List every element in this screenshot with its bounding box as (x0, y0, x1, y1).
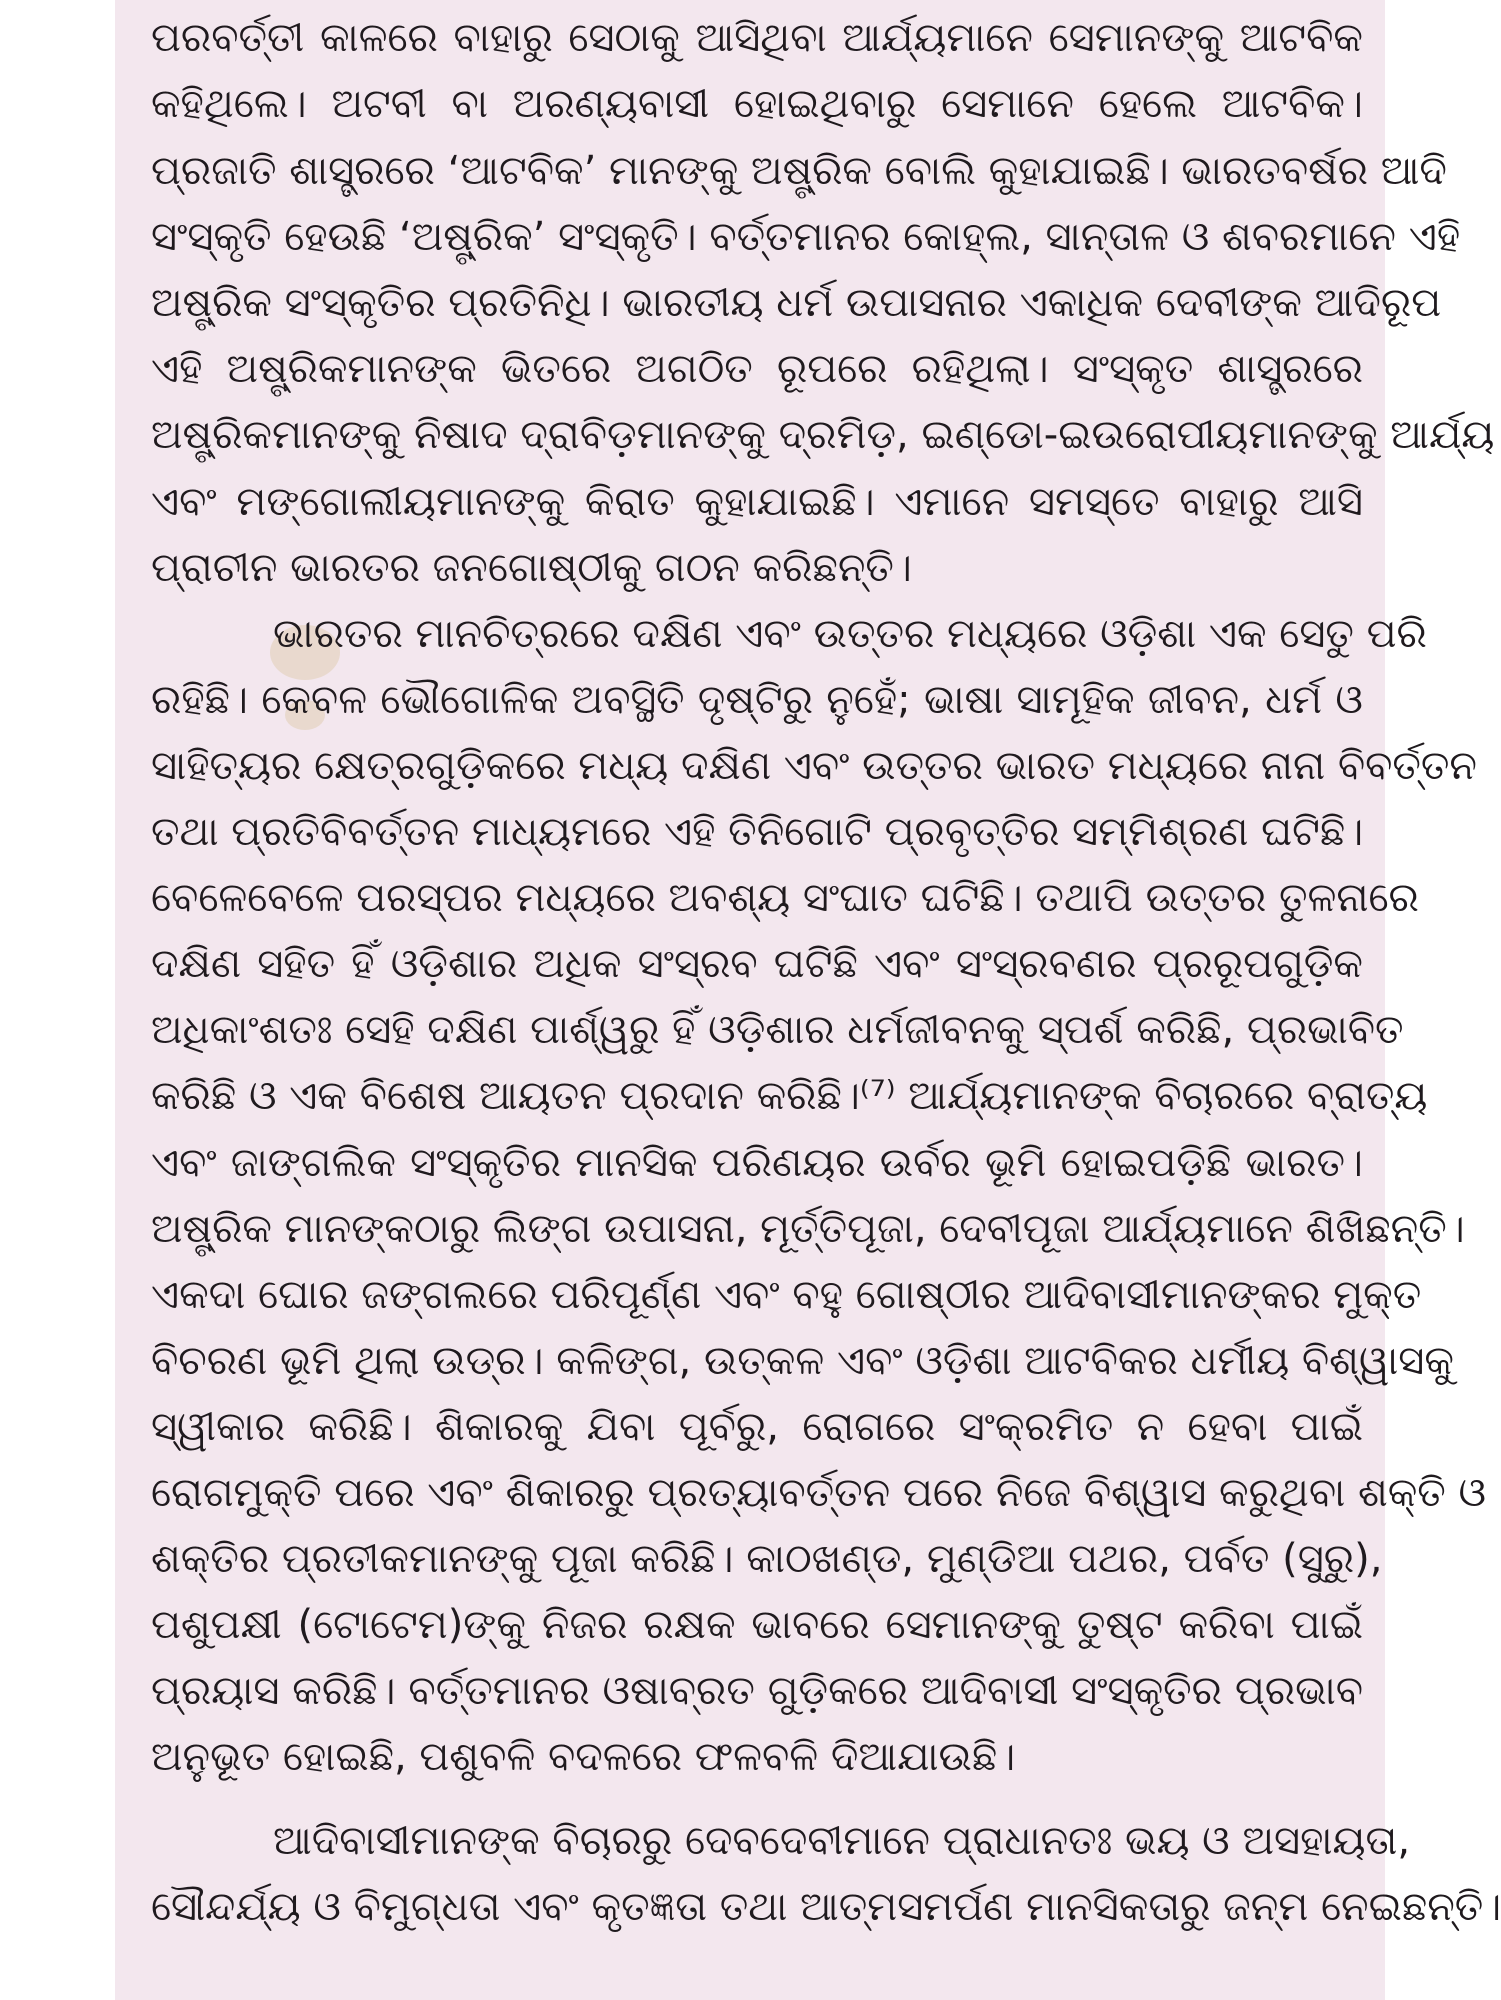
book-page (115, 0, 1501, 2000)
text-line: ପ୍ରଜାତି ଶାସ୍ତ୍ରରେ ‘ଆଟବିକ’ ମାନଙ୍କୁ ଅଷ୍ଟ୍ରିକ ବୋଲି କୁହାଯାଇଛି। ଭାରତବର୍ଷର ଆଦି (151, 148, 1447, 194)
text-line: ପ୍ରାଚୀନ ଭାରତର ଜନଗୋଷ୍ଠୀକୁ ଗଠନ କରିଛନ୍ତି। (151, 545, 912, 591)
text-line: କହିଥିଲେ। ଅଟବୀ ବା ଅରଣ୍ୟବାସୀ ହୋଇଥିବାରୁ ସେମାନେ ହେଲେ ଆଟବିକ। (151, 81, 1363, 127)
text-line: ଏବଂ ମଙ୍ଗୋଲୀୟମାନଙ୍କୁ କିରାତ କୁହାଯାଇଛି। ଏମାନେ ସମସ୍ତେ ବାହାରୁ ଆସି (151, 479, 1363, 525)
text-line: ବିଚରଣ ଭୂମି ଥିଲା ଉଡ୍ର। କଳିଙ୍ଗ, ଉତ୍କଳ ଏବଂ ଓଡ଼ିଶା ଆଟବିକର ଧର୍ମୀୟ ବିଶ୍ୱାସକୁ (151, 1338, 1454, 1384)
text-line: ପରବର୍ତ୍ତୀ କାଳରେ ବାହାରୁ ସେଠାକୁ ଆସିଥିବା ଆର୍ଯ୍ୟମାନେ ସେମାନଙ୍କୁ ଆଟବିକ (151, 15, 1363, 61)
text-line: ସଂସ୍କୃତି ହେଉଛି ‘ଅଷ୍ଟ୍ରିକ’ ସଂସ୍କୃତି। ବର୍ତ୍ତମାନର କୋହ୍ଲ, ସାନ୍ତାଳ ଓ ଶବରମାନେ ଏହି (151, 214, 1461, 260)
text-line: ଏହି ଅଷ୍ଟ୍ରିକମାନଙ୍କ ଭିତରେ ଅଗଠିତ ରୂପରେ ରହିଥିଲା। ସଂସ୍କୃତ ଶାସ୍ତ୍ରରେ (151, 346, 1363, 392)
text-line: ଦକ୍ଷିଣ ସହିତ ହିଁ ଓଡ଼ିଶାର ଅଧିକ ସଂସ୍ରବ ଘଟିଛି ଏବଂ ସଂସ୍ରବଣର ପ୍ରରୂପଗୁଡ଼ିକ (151, 941, 1363, 987)
text-line: ଅଷ୍ଟ୍ରିକ ସଂସ୍କୃତିର ପ୍ରତିନିଧି। ଭାରତୀୟ ଧର୍ମ ଉପାସନାର ଏକାଧିକ ଦେବୀଙ୍କ ଆଦିରୂପ (151, 280, 1442, 326)
text-line: ଭାରତର ମାନଚିତ୍ରରେ ଦକ୍ଷିଣ ଏବଂ ଉତ୍ତର ମଧ୍ୟରେ ଓଡ଼ିଶା ଏକ ସେତୁ ପରି (273, 611, 1427, 657)
text-line: କରିଛି ଓ ଏକ ବିଶେଷ ଆୟତନ ପ୍ରଦାନ କରିଛି।⁽⁷⁾ ଆର୍ଯ୍ୟମାନଙ୍କ ବିଚାରରେ ବ୍ରାତ୍ୟ (151, 1073, 1428, 1119)
text-line: ସୌନ୍ଦର୍ଯ୍ୟ ଓ ବିମୁଗ୍ଧତା ଏବଂ କୃତଜ୍ଞତା ତଥା ଆତ୍ମସମର୍ପଣ ମାନସିକତାରୁ ଜନ୍ମ ନେଇଛନ୍ତି। (151, 1884, 1501, 1930)
text-line: ତଥା ପ୍ରତିବିବର୍ତ୍ତନ ମାଧ୍ୟମରେ ଏହି ତିନିଗୋଟି ପ୍ରବୃତ୍ତିର ସମ୍ମିଶ୍ରଣ ଘଟିଛି। (151, 809, 1364, 855)
text-line: ଏକଦା ଘୋର ଜଙ୍ଗଲରେ ପରିପୂର୍ଣ୍ଣ ଏବଂ ବହୁ ଗୋଷ୍ଠୀର ଆଦିବାସୀମାନଙ୍କର ମୁକ୍ତ (151, 1272, 1422, 1318)
text-line: ପଶୁପକ୍ଷୀ (ଟୋଟେମ)ଙ୍କୁ ନିଜର ରକ୍ଷକ ଭାବରେ ସେମାନଙ୍କୁ ତୁଷ୍ଟ କରିବା ପାଇଁ (151, 1602, 1363, 1648)
text-line: ସାହିତ୍ୟର କ୍ଷେତ୍ରଗୁଡ଼ିକରେ ମଧ୍ୟ ଦକ୍ଷିଣ ଏବଂ ଉତ୍ତର ଭାରତ ମଧ୍ୟରେ ନାନା ବିବର୍ତ୍ତନ (151, 743, 1477, 789)
text-line: ଅଷ୍ଟ୍ରିକ ମାନଙ୍କଠାରୁ ଲିଙ୍ଗ ଉପାସନା, ମୂର୍ତ୍ତିପୂଜା, ଦେବୀପୂଜା ଆର୍ଯ୍ୟମାନେ ଶିଖିଛନ୍ତି। (151, 1206, 1465, 1252)
text-line: ରୋଗମୁକ୍ତି ପରେ ଏବଂ ଶିକାରରୁ ପ୍ରତ୍ୟାବର୍ତ୍ତନ ପରେ ନିଜେ ବିଶ୍ୱାସ କରୁଥିବା ଶକ୍ତି ଓ (151, 1470, 1487, 1516)
text-line: ଅଧିକାଂଶତଃ ସେହି ଦକ୍ଷିଣ ପାର୍ଶ୍ୱରୁ ହିଁ ଓଡ଼ିଶାର ଧର୍ମଜୀବନକୁ ସ୍ପର୍ଶ କରିଛି, ପ୍ରଭାବିତ (151, 1007, 1404, 1053)
text-line: ବେଳେବେଳେ ପରସ୍ପର ମଧ୍ୟରେ ଅବଶ୍ୟ ସଂଘାତ ଘଟିଛି। ତଥାପି ଉତ୍ତର ତୁଳନାରେ (151, 875, 1419, 921)
text-line: ଏବଂ ଜାଙ୍ଗଲିକ ସଂସ୍କୃତିର ମାନସିକ ପରିଣୟର ଉର୍ବର ଭୂମି ହୋଇପଡ଼ିଛି ଭାରତ। (151, 1140, 1363, 1186)
text-line: ସ୍ୱୀକାର କରିଛି। ଶିକାରକୁ ଯିବା ପୂର୍ବରୁ, ରୋଗରେ ସଂକ୍ରମିତ ନ ହେବା ପାଇଁ (151, 1404, 1363, 1450)
text-line: ପ୍ରୟାସ କରିଛି। ବର୍ତ୍ତମାନର ଓଷାବ୍ରତ ଗୁଡ଼ିକରେ ଆଦିବାସୀ ସଂସ୍କୃତିର ପ୍ରଭାବ (151, 1668, 1363, 1714)
text-line: ଅନୁଭୂତ ହୋଇଛି, ପଶୁବଳି ବଦଳରେ ଫଳବଳି ଦିଆଯାଉଛି। (151, 1734, 1016, 1780)
text-line: ରହିଛି। କେବଳ ଭୌଗୋଳିକ ଅବସ୍ଥିତି ଦୃଷ୍ଟିରୁ ନୁହେଁ; ଭାଷା ସାମୂହିକ ଜୀବନ, ଧର୍ମ ଓ (151, 677, 1363, 723)
text-line: ଶକ୍ତିର ପ୍ରତୀକମାନଙ୍କୁ ପୂଜା କରିଛି। କାଠଖଣ୍ଡ, ମୁଣ୍ଡିଆ ପଥର, ପର୍ବତ (ସୁରୁ), (151, 1536, 1383, 1582)
text-line: ଆଦିବାସୀମାନଙ୍କ ବିଚାରରୁ ଦେବଦେବୀମାନେ ପ୍ରାଧାନତଃ ଭୟ ଓ ଅସହାୟତା, (273, 1818, 1411, 1864)
text-line: ଅଷ୍ଟ୍ରିକମାନଙ୍କୁ ନିଷାଦ ଦ୍ରାବିଡ଼ମାନଙ୍କୁ ଦ୍ରମିଡ଼, ଇଣ୍ଡୋ-ଇଉରୋପୀୟମାନଙ୍କୁ ଆର୍ଯ୍ୟ (151, 412, 1495, 458)
